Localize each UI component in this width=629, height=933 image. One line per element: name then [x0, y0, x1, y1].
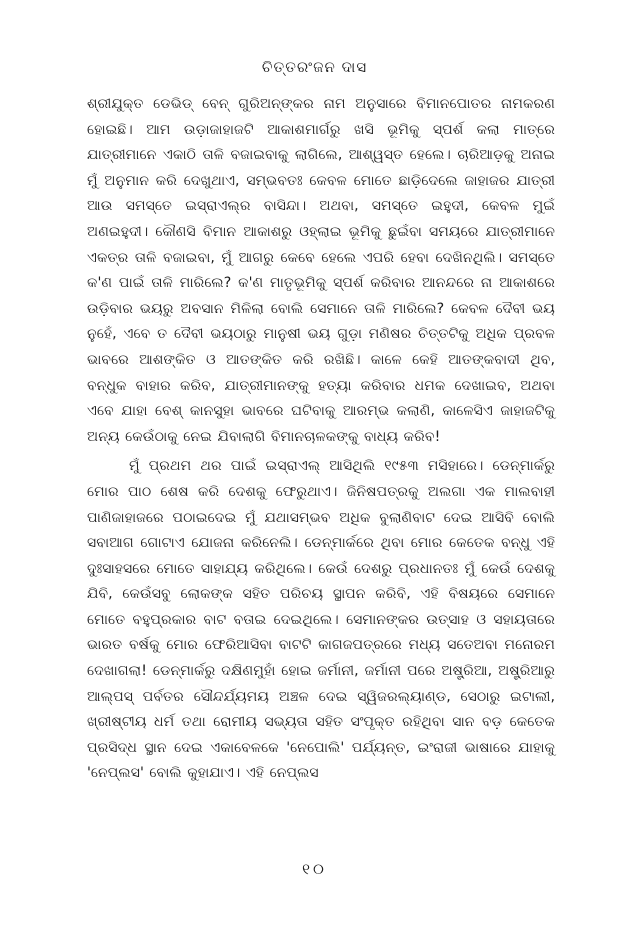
paragraph: ଶ୍ରୀଯୁକ୍ତ ଡେଭିଡ୍ ବେନ୍ ଗୁରିଅନ୍‌ଙ୍କର ନାମ ଅନୁସାରେ ବିମାନପୋତର ନାମକରଣ ହୋଇଛି। ଆମ ଉଡ଼ାଜାହାଜଟି ଆକାଶମାର୍ଗରୁ ଖସି ଭୂମିକୁ ସ୍ପର୍ଶ କଲା ମାତ୍ରେ ଯାତ୍ରୀମାନେ ଏକାଠି ତାଳି ବଜାଇବାକୁ ଲାଗିଲେ, ଆଶ୍ୱସ୍ତ ହେଲେ। ଚାରିଆଡ଼କୁ ଅନାଇ ମୁଁ ଅନୁମାନ କରି ଦେଖୁଥାଏ, ସମ୍ଭବତଃ କେବଳ ମୋତେ ଛାଡ଼ିଦେଲେ ଜାହାଜର ଯାତ୍ରୀ ଆଉ ସମସ୍ତେ ଇସ୍ରାଏଲ୍‌ର ବାସିନ୍ଦା। ଅଥବା, ସମସ୍ତେ ଇହୁଦୀ, କେବଳ ମୁଇଁ ଅଣଇହୁଦୀ। କୌଣସି ବିମାନ ଆକାଶରୁ ଓହ୍ଲାଇ ଭୂମିକୁ ଛୁଇଁବା ସମୟରେ ଯାତ୍ରୀମାନେ ଏକତ୍ର ତାଳି ବଜାଇବା, ମୁଁ ଆଗରୁ କେବେ ହେଲେ ଏପରି ହେବା ଦେଖିନଥିଲି। ସମସ୍ତେ କ'ଣ ପାଇଁ ତାଳି ମାରିଲେ? କ'ଣ ମାତୃଭୂମିକୁ ସ୍ପର୍ଶ କରିବାର ଆନନ୍ଦରେ ନା ଆକାଶରେ ଉଡ଼ିବାର ଭୟରୁ ଅବସାନ ମିଳିଲା ବୋଲି ସେମାନେ ତାଳି ମାରିଲେ? କେବଳ ଦୈବୀ ଭୟ ନୁହେଁ, ଏବେ ତ ଦୈବୀ ଭୟଠାରୁ ମାନୁଷୀ ଭୟ ଗୁଡ଼ା ମଣିଷର ଚିତ୍ତଟିକୁ ଅଧିକ ପ୍ରବଳ ଭାବରେ ଆଶଙ୍କିତ ଓ ଆତଙ୍କିତ କରି ରଖିଛି। କାଳେ କେହି ଆତଙ୍କବାଦୀ ଥିବ, ବନ୍ଧୁକ ବାହାର କରିବ, ଯାତ୍ରୀମାନଙ୍କୁ ହତ୍ୟା କରିବାର ଧମକ ଦେଖାଇବ, ଅଥବା ଏବେ ଯାହା ବେଶ୍ କାନସୁହା ଭାବରେ ଘଟିବାକୁ ଆରମ୍ଭ କଲାଣି, କାଳେସିଏ ଜାହାଜଟିକୁ ଅନ୍ୟ କେଉଁଠାକୁ ନେଇ ଯିବାଲାଗି ବିମାନଚାଳକଙ୍କୁ ବାଧ୍ୟ କରିବ!: [87, 96, 555, 445]
page-number: ୧୦: [302, 860, 327, 878]
running-head-author: ଚିତ୍ତରଂଜନ ଦାସ: [261, 58, 368, 76]
paragraph: ମୁଁ ପ୍ରଥମ ଥର ପାଇଁ ଇସ୍ରାଏଲ୍ ଆସିଥିଲି ୧୯୫୩ ମସିହାରେ। ଡେନ୍‌ମାର୍କରୁ ମୋର ପାଠ ଶେଷ କରି ଦେଶକୁ ଫେରୁଥାଏ। ଜିନିଷପତ୍ରକୁ ଅଲଗା ଏକ ମାଲବାହୀ ପାଣିଜାହାଜରେ ପଠାଇଦେଇ ମୁଁ ଯଥାସମ୍ଭବ ଅଧିକ ବୁଲାଣିବାଟ ଦେଇ ଆସିବି ବୋଲି ସବାଆଗ ଗୋଟାଏ ଯୋଜନା କରିନେଲି। ଡେନ୍‌ମାର୍କରେ ଥିବା ମୋର କେତେକ ବନ୍ଧୁ ଏହି ଦୁଃସାହସରେ ମୋତେ ସାହାଯ୍ୟ କରିଥିଲେ। କେଉଁ ଦେଶରୁ ପ୍ରଧାନତଃ ମୁଁ କେଉଁ ଦେଶକୁ ଯିବି, କେଉଁସବୁ ଲୋକଙ୍କ ସହିତ ପରିଚୟ ସ୍ଥାପନ କରିବି, ଏହି ବିଷୟରେ ସେମାନେ ମୋତେ ବହୁପ୍ରକାର ବାଟ ବତାଇ ଦେଇଥିଲେ। ସେମାନଙ୍କର ଉତ୍ସାହ ଓ ସହାୟତାରେ ଭାରତ ବର୍ଷକୁ ମୋର ଫେରିଆସିବା ବାଟଟି କାଗଜପତ୍ରରେ ମଧ୍ୟ ସତେଅବା ମନୋରମ ଦେଖାଗଲା! ଡେନ୍‌ମାର୍କରୁ ଦକ୍ଷିଣମୁହାଁ ହୋଇ ଜର୍ମାନୀ, ଜର୍ମାନୀ ପରେ ଅଷ୍ଟ୍ରିଆ, ଅଷ୍ଟ୍ରିଆରୁ ଆଲ୍‌ପସ୍ ପର୍ବତର ସୌନ୍ଦର୍ଯ୍ୟମୟ ଅଞ୍ଚଳ ଦେଇ ସ୍ୱିଜରଲ୍ୟାଣ୍ଡ, ସେଠାରୁ ଇଟାଲୀ, ଖ୍ରୀଷ୍ଟୀୟ ଧର୍ମ ତଥା ରୋମୀୟ ସଭ୍ୟତା ସହିତ ସଂପୃକ୍ତ ରହିଥିବା ସାନ ବଡ଼ କେତେକ ପ୍ରସିଦ୍ଧ ସ୍ଥାନ ଦେଇ ଏକାବେଳକେ 'ନେପୋଲି' ପର୍ଯ୍ୟନ୍ତ, ଇଂରାଜୀ ଭାଷାରେ ଯାହାକୁ 'ନେପ୍‌ଲସ' ବୋଲି କୁହାଯାଏ। ଏହି ନେପ୍‌ଲସ: [87, 458, 555, 782]
body-text: [87, 92, 555, 787]
